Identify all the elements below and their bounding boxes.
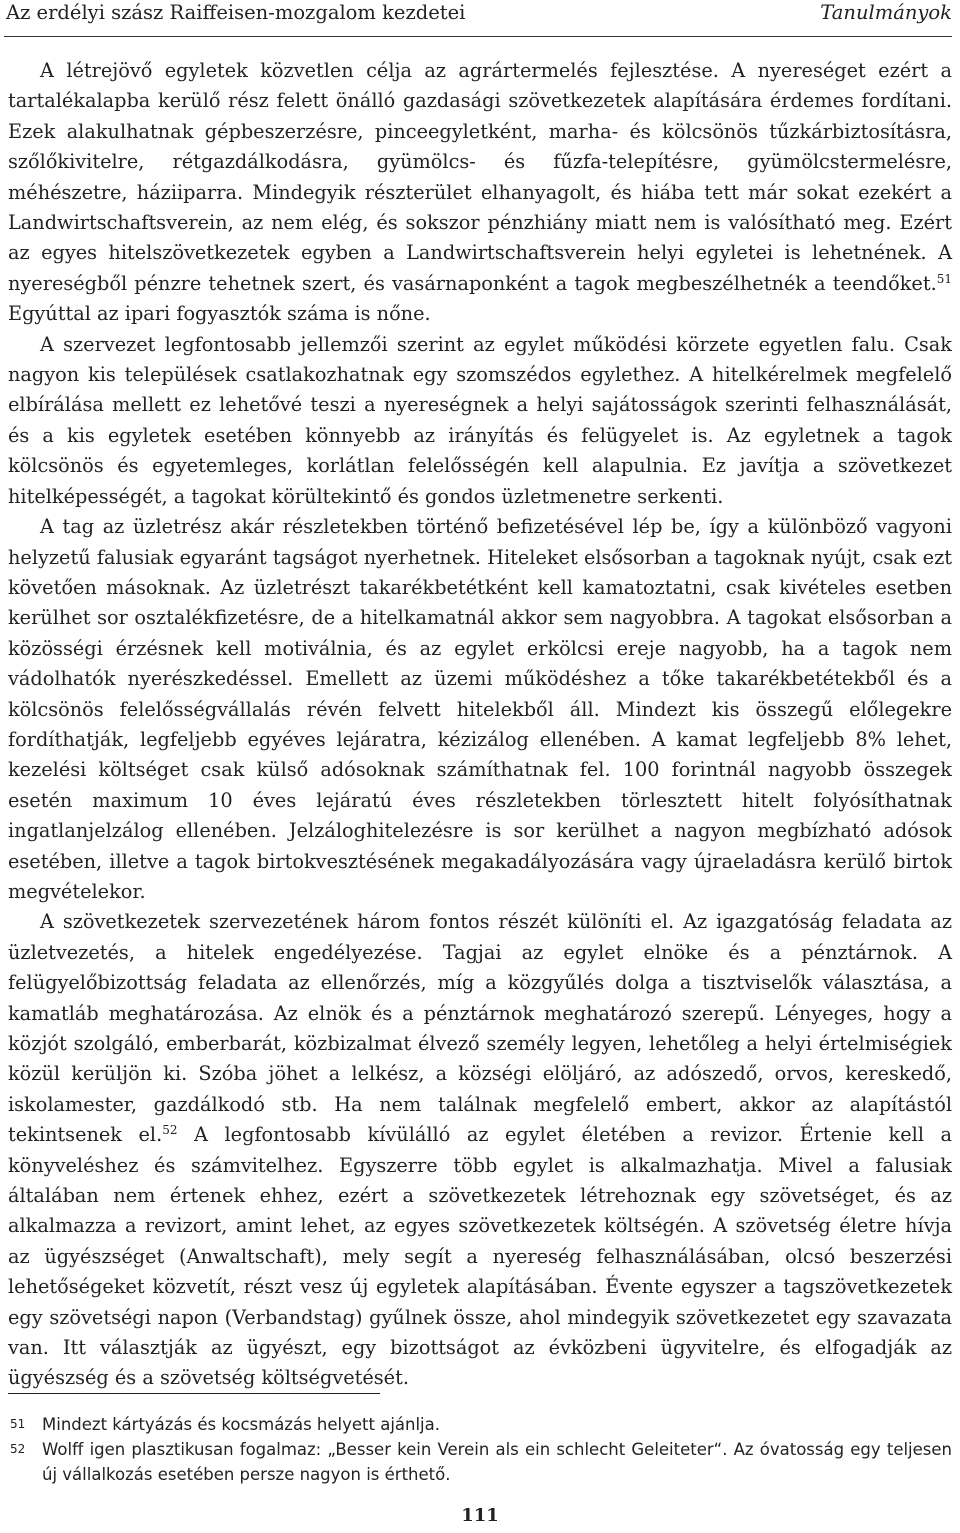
footnote-number: 52 [10,1442,26,1456]
paragraph-text: A létrejövő egyletek közvetlen célja az agrártermelés fejlesztése. A nyereséget ezért a tartalékalapba kerülő rész felett önálló gazdasági szövetkezetek alapítására érdemes fordítani. Ezek alakulhatnak gépbeszerzésre, pinceegyletként, marha- és kölcsönös tűzkárbiztosításra, szőlőkivitelre, rétgazdálkodásra, gyümölcs- és fűzfa-telepítésre, gyümölcstermelésre, méhészetre, háziiparra. Mindegyik részterület elhanyagolt, és hiába tett már sokat ezekért a Landwirtschaftsverein, az nem elég, és sokszor pénzhiány miatt nem is valósítható meg. Ezért az egyes hitelszövetkezetek egyben a Landwirtschaftsverein helyi egyletei is lehetnének. A nyereségből pénzre tehetnek szert, és vasárnaponként a tagok megbeszélhetnék a teendőket. [8,59,952,295]
section-label: Tanulmányok [820,1,952,24]
footnote-text: Wolff igen plasztikusan fogalmaz: „Besser kein Verein als ein schlecht Geleiteter“. Az óvatosság egy teljesen új vállalkozás esetében persze nagyon is érthető. [42,1440,952,1484]
footnote-ref-51[interactable]: 51 [936,271,952,286]
page-number: 111 [461,1505,499,1526]
running-header [4,0,952,37]
footnote-52 [8,1437,952,1487]
footnote-separator [8,1393,380,1394]
footnotes [8,1412,952,1487]
article-body [8,56,952,1394]
footnote-ref-52[interactable]: 52 [162,1123,178,1138]
paragraph-4 [8,907,952,1394]
running-title: Az erdélyi szász Raiffeisen-mozgalom kezdetei [6,1,466,24]
footnote-number: 51 [10,1417,26,1431]
footnote-51 [8,1412,952,1437]
paragraph-text: A szövetkezetek szervezetének három fontos részét különíti el. Az igazgatóság feladata az üzletvezetés, a hitelek engedélyezése. Tagjai az egylet elnöke és a pénztárnok. A felügyelőbizottság feladata az ellenőrzés, míg a közgyűlés dolga a tisztviselők választása, a kamatláb meghatározása. Az elnök és a pénztárnok meghatározó szerepű. Lényeges, hogy a közjót szolgáló, emberbarát, közbizalmat élvező személy legyen, lehetőleg a helyi értelmiségiek közül kerüljön ki. Szóba jöhet a lelkész, a községi elöljáró, az adószedő, orvos, kereskedő, iskolamester, gazdálkodó stb. Ha nem találnak megfelelő embert, akkor az alapítástól tekintsenek el. [8,910,952,1147]
paragraph-text: A legfontosabb kívülálló az egylet életében a revizor. Értenie kell a könyveléshez és számvitelhez. Egyszerre több egylet is alkalmazhatja. Mivel a falusiak általában nem értenek ehhez, ezért a szövetkezetek létrehoznak egy szövetséget, és az alkalmazza a revizort, amint lehet, az egyes szövetkezetek költségén. A szövetség életre hívja az ügyészséget (Anwaltschaft), mely segít a nyereség felhasználásában, olcsó beszerzési lehetőségeket közvetít, részt vesz új egyletek alapításában. Évente egyszer a tagszövetkezetek egy szövetségi napon (Verbandstag) gyűlnek össze, ahol mindegyik szövetkezetet egy szavazata van. Itt választják az ügyészt, egy bizottságot az évközbeni ügyvitelre, és elfogadják az ügyészség és a szövetség költségvetését. [8,1123,953,1390]
paragraph-3: A tag az üzletrész akár részletekben történő befizetésével lép be, így a különböző vagyoni helyzetű falusiak egyaránt tagságot nyerhetnek. Hiteleket elsősorban a tagoknak nyújt, csak ezt követően másoknak. Az üzletrészt takarékbetétként kell kamatoztatni, csak kivételes esetben kerülhet sor osztalékfizetésre, de a hitelkamatnál akkor sem nagyobbra. A tagokat elsősorban a közösségi érzésnek kell motiválnia, és az egylet erkölcsi ereje nagyobb, ha a tagok nem vádolhatók nyerészkedéssel. Emellett az üzemi működéshez a tőke takarékbetétekből és a kölcsönös felelősségvállalás révén felvett hitelekből áll. Mindezt kis összegű előlegekre fordíthatják, legfeljebb egyéves lejáratra, kézizálog ellenében. A kamat legfeljebb 8% lehet, kezelési költséget csak külső adósoknak számíthatnak fel. 100 forintnál nagyobb összegek esetén maximum 10 éves lejáratú éves részletekben törlesztett hitelt folyósíthatnak ingatlanjelzálog ellenében. Jelzáloghitelezésre is sor kerülhet a nagyon megbízható adósok esetében, illetve a tagok birtokvesztésének megakadályozására vagy újraeladásra kerülő birtok megvételekor. [8,515,952,903]
footnote-text: Mindezt kártyázás és kocsmázás helyett ajánlja. [42,1415,440,1434]
paragraph-text: Egyúttal az ipari fogyasztók száma is nőne. [8,302,431,326]
paragraph-1 [8,56,952,330]
paragraph-2: A szervezet legfontosabb jellemzői szerint az egylet működési körzete egyetlen falu. Csak nagyon kis települések csatlakozhatnak egy szomszédos egylethez. A hitelkérelmek megfelelő elbírálása mellett ez lehetővé teszi a nyereségnek a helyi sajátosságok szerinti felhasználását, és a kis egyletek esetében könnyebb az irányítás és felügyelet is. Az egyletnek a tagok kölcsönös és egyetemleges, korlátlan felelősségén kell alapulnia. Ez javítja a szövetkezet hitelképességét, a tagokat körültekintő és gondos üzletmenetre serkenti. [8,332,952,508]
